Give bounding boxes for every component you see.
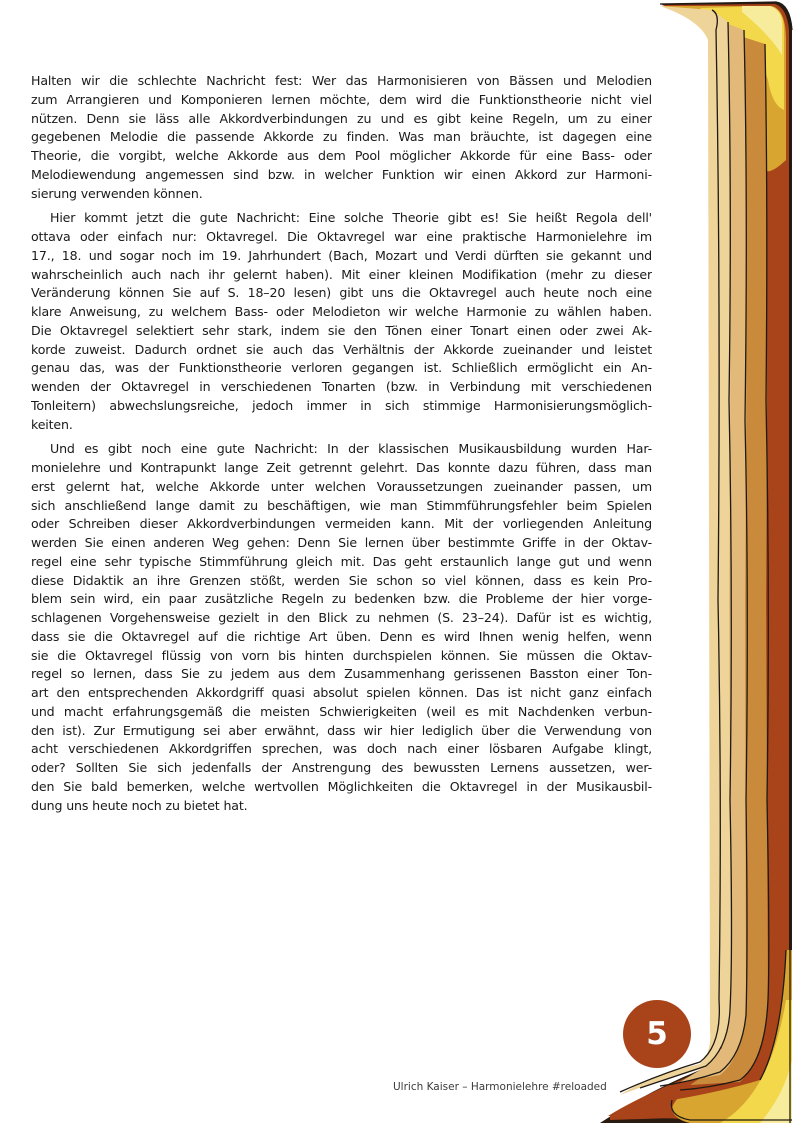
text-line: sich anschließend lange damit zu beschäftigen, wie man Stimmführungsfehler beim Spielen xyxy=(31,497,652,513)
text-line: erst gelernt hat, welche Akkorde unter welchen Voraussetzungen zueinander passen, um xyxy=(31,478,652,494)
text-line: monielehre und Kontrapunkt lange Zeit getrennt gelehrt. Das konnte dazu führen, dass man xyxy=(31,460,652,475)
text-line: genau das, was der Funktionstheorie verloren gegangen ist. Schließlich ermöglicht ein An- xyxy=(31,360,652,376)
text-line: nützen. Denn sie läss alle Akkordverbindungen zu und es gibt keine Regeln, um zu einer xyxy=(31,110,652,126)
text-line: Theorie, die vorgibt, welche Akkorde aus dem Pool möglicher Akkorde für eine Bass- oder xyxy=(31,148,652,163)
text-line: klare Anweisung, zu welchem Bass- oder Melodieton wir welche Harmonie zu wählen haben. xyxy=(31,304,652,319)
text-line: schlagenen Vorgehensweise gezielt in den Blick zu nehmen (S. 23–24). Dafür ist es wichtig, xyxy=(31,610,652,625)
text-line: korde zuweist. Dadurch ordnet sie auch das Verhältnis der Akkorde zueinander und leistet xyxy=(31,341,652,357)
page-number-badge xyxy=(623,1000,691,1068)
text-line: Veränderung können Sie auf S. 18–20 lesen) gibt uns die Oktavregel auch heute noch eine xyxy=(31,285,652,301)
text-line: gegebenen Melodie die passende Akkorde zu finden. Was man bräuchte, ist dagegen eine xyxy=(31,129,652,145)
text-line: sierung verwenden können. xyxy=(31,185,203,201)
text-line: regel so lernen, dass Sie zu jedem aus dem Zusammenhang gerissenen Basston einer Ton- xyxy=(31,666,652,682)
text-line: wahrscheinlich auch nach ihr gelernt haben). Mit einer kleinen Modifikation (mehr zu dieser xyxy=(31,266,652,282)
text-line: sie die Oktavregel flüssig von vorn bis hinten durchspielen können. Sie müssen die Oktav- xyxy=(31,647,652,663)
text-line: art den entsprechenden Akkordgriff quasi absolut spielen können. Das ist nicht ganz einfach xyxy=(31,685,652,700)
text-line: wenden der Oktavregel in verschiedenen Tonarten (bzw. in Verbindung mit verschiedenen xyxy=(31,379,652,394)
text-line: regel eine sehr typische Stimmführung gleich mit. Das geht erstaunlich lange gut und wenn xyxy=(31,553,652,569)
text-line: den Sie bald bemerken, welche wertvollen Möglichkeiten die Oktavregel in der Musikausbil- xyxy=(31,778,652,794)
text-line: Hier kommt jetzt die gute Nachricht: Eine solche Theorie gibt es! Sie heißt Regola dell' xyxy=(50,210,652,226)
text-line: keiten. xyxy=(31,416,73,432)
footer-credit: Ulrich Kaiser – Harmonielehre #reloaded xyxy=(393,1081,607,1093)
text-line: ottava oder einfach nur: Oktavregel. Die Oktavregel war eine praktische Harmonielehre im xyxy=(31,229,652,244)
text-line: und macht erfahrungsgemäß die meisten Schwierigkeiten (weil es mit Nachdenken verbun- xyxy=(31,703,652,719)
page-number: 5 xyxy=(646,1016,668,1052)
text-line: Tonleitern) abwechslungsreiche, jedoch immer in sich stimmige Harmonisierungsmöglich- xyxy=(31,397,652,413)
paragraph-1 xyxy=(31,72,652,203)
paragraph-2 xyxy=(31,209,652,434)
text-line: Melodiewendung angemessen sind bzw. in welcher Funktion wir einen Akkord zur Harmoni- xyxy=(31,166,652,182)
text-line: dung uns heute noch zu bietet hat. xyxy=(31,797,248,813)
text-line: diese Didaktik an ihre Grenzen stößt, werden Sie schon so viel können, dass es kein Pro- xyxy=(31,572,652,588)
text-line: acht verschiedenen Akkordgriffen sprechen, was doch nach einer lösbaren Aufgabe klingt, xyxy=(31,741,652,757)
text-line: Die Oktavregel selektiert sehr stark, indem sie den Tönen einer Tonart einen oder zwei Ak- xyxy=(31,322,652,338)
text-line: 17., 18. und sogar noch im 19. Jahrhundert (Bach, Mozart und Verdi dürften sie gekannt und xyxy=(31,247,652,263)
text-line: oder Schreiben dieser Akkordverbindungen vermeiden kann. Mit der vorliegenden Anleitung xyxy=(31,516,652,532)
text-line: oder? Sollten Sie sich jedenfalls der Anstrengung des bewussten Lernens aussetzen, wer- xyxy=(31,760,652,775)
text-line: zum Arrangieren und Komponieren lernen möchte, dem wird die Funktionstheorie nicht viel xyxy=(31,91,652,107)
text-line: blem sein wird, ein paar zusätzliche Regeln zu bedenken bzw. die Probleme der hier vorge- xyxy=(31,591,652,607)
text-line: dass sie die Oktavregel auf die richtige Art üben. Denn es wird Ihnen wenig helfen, wenn xyxy=(31,628,652,644)
text-line: Halten wir die schlechte Nachricht fest: Wer das Harmonisieren von Bässen und Melodien xyxy=(31,73,652,88)
body-text xyxy=(31,72,652,821)
text-line: werden Sie einen anderen Weg gehen: Denn Sie lernen über bestimmte Griffe in der Oktav- xyxy=(31,535,652,550)
text-line: den ist). Zur Ermutigung sei aber erwähnt, dass wir hier lediglich über die Verwendung von xyxy=(31,722,652,738)
paragraph-3 xyxy=(31,440,652,815)
text-line: Und es gibt noch eine gute Nachricht: In der klassischen Musikausbildung wurden Har- xyxy=(50,441,652,457)
